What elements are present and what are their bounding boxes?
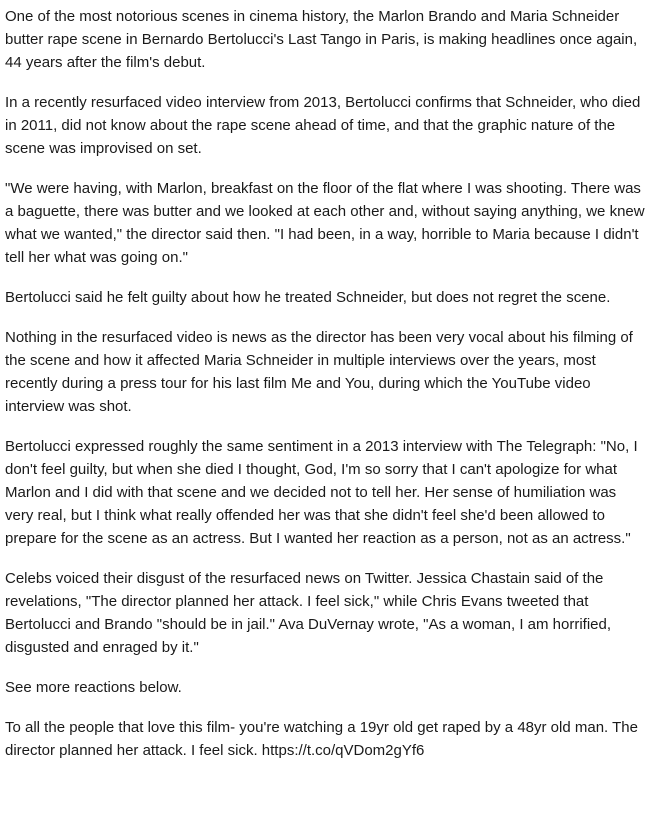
paragraph-guilt: Bertolucci said he felt guilty about how he treated Schneider, but does not regret the scene. [5, 289, 611, 306]
tweet-body: To all the people that love this film- you're watching a 19yr old get raped by a 48yr old man. The director planned her attack. I feel sick. [5, 719, 638, 759]
paragraph-celeb-reactions: Celebs voiced their disgust of the resurfaced news on Twitter. Jessica Chastain said of the revelations, "The director planned her attack. I feel sick," while Chris Evans tweeted that Bertolucci and Brando "should be in jail." Ava DuVernay wrote, "As a woman, I am horrified, disgusted and enraged by it." [5, 570, 612, 656]
paragraph-intro: One of the most notorious scenes in cinema history, the Marlon Brando and Maria Schneider butter rape scene in Bernardo Bertolucci's Last Tango in Paris, is making headlines once again, 44 years after the film's debut. [5, 8, 638, 71]
paragraph-not-news: Nothing in the resurfaced video is news as the director has been very vocal about his filming of the scene and how it affected Maria Schneider in multiple interviews over the years, most recently during a press tour for his last film Me and You, during which the YouTube video interview was shot. [5, 329, 633, 415]
paragraph-telegraph-quote: Bertolucci expressed roughly the same sentiment in a 2013 interview with The Telegraph: "No, I don't feel guilty, but when she died I thought, God, I'm so sorry that I can't apologize for what Marlon and I did with that scene and we decided not to tell her. Her sense of humiliation was very real, but I think what really offended her was that she didn't feel she'd been allowed to prepare for the scene as an actress. But I wanted her reaction as a person, not as an actress." [5, 438, 638, 547]
tweet-link[interactable]: https://t.co/qVDom2gYf6 [261, 742, 425, 759]
paragraph-see-more: See more reactions below. [5, 679, 182, 696]
paragraph-resurfaced-video: In a recently resurfaced video interview from 2013, Bertolucci confirms that Schneider, who died in 2011, did not know about the rape scene ahead of time, and that the graphic nature of the scene was improvised on set. [5, 94, 641, 157]
paragraph-director-quote: "We were having, with Marlon, breakfast on the floor of the flat where I was shooting. There was a baguette, there was butter and we looked at each other and, without saying anything, we knew what we wanted," the director said then. "I had been, in a way, horrible to Maria because I didn't tell her what was going on." [5, 180, 645, 266]
embedded-tweet-text [5, 716, 646, 762]
